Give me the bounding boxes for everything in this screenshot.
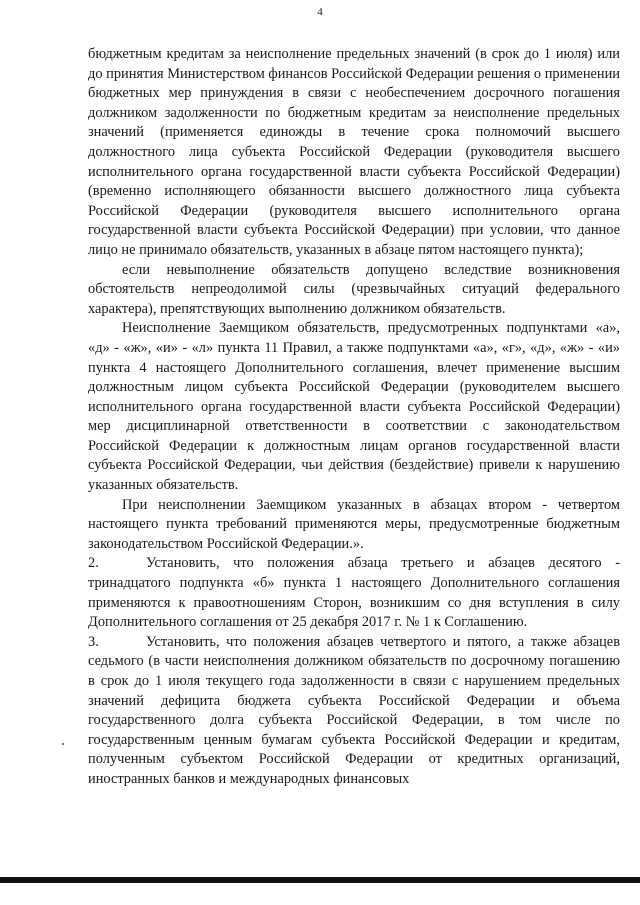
scan-artifact: [62, 743, 64, 745]
paragraph-continuation: бюджетным кредитам за неисполнение предельных значений (в срок до 1 июля) или до принятия Министерством финансов Российской Федерации решения о применении бюджетных мер принуждения в связи с необеспечением досрочного погашения должником задолженности по бюджетным кредитам за неисполнение предельных значений (применяется единожды в течение срока полномочий высшего должностного лица субъекта Российской Федерации (руководителя высшего исполнительного органа государственной власти субъекта Российской Федерации) (временно исполняющего обязанности высшего должностного лица субъекта Российской Федерации (руководителя высшего исполнительного органа государственной власти субъекта Российской Федерации) при условии, что данное лицо не принимало обязательств, указанных в абзаце пятом настоящего пункта);: [88, 46, 621, 258]
scan-edge-bar: [0, 877, 640, 883]
numbered-item-3: [88, 633, 620, 790]
paragraph-non-fulfillment: Неисполнение Заемщиком обязательств, предусмотренных подпунктами «а», «д» - «ж», «и» - «л» пункта 11 Правил, а также подпунктами «а», «г», «д», «ж» - «и» пункта 4 настоящего Дополнительного соглашения, влечет применение высшим должностным лицом субъекта Российской Федерации (руководителем высшего исполнительного органа государственной власти субъекта Российской Федерации) мер дисциплинарной ответственности в соответствии с законодательством Российской Федерации к должностным лицам органов государственной власти субъекта Российской Федерации, чьи действия (бездействие) привели к нарушению указанных обязательств.: [88, 320, 620, 494]
item-number-3: 3.: [88, 633, 99, 650]
document-body: [88, 45, 620, 790]
paragraph-force-majeure: если невыполнение обязательств допущено вследствие возникновения обстоятельств непреодолимой силы (чрезвычайных ситуаций федерального характера), препятствующих выполнению должником обязательств.: [88, 261, 620, 317]
page-number: 4: [317, 6, 323, 18]
item-3-text: Установить, что положения абзацев четвертого и пятого, а также абзацев седьмого (в части неисполнения должником обязательств по досрочному погашению в срок до 1 июля текущего года задолженности в связи с нарушением предельных значений дефицита бюджета субъекта Российской Федерации и объема государственного долга субъекта Российской Федерации, в том числе по государственным ценным бумагам субъекта Российской Федерации и кредитам, полученным субъектом Российской Федерации от кредитных организаций, иностранных банков и международных финансовых: [88, 633, 620, 787]
numbered-item-2: [88, 554, 620, 632]
item-number-2: 2.: [88, 555, 99, 572]
item-2-text: Установить, что положения абзаца третьего и абзацев десятого - тринадцатого подпункта «б» пункта 1 настоящего Дополнительного соглашения применяются к правоотношениям Сторон, возникшим со дня вступления в силу Дополнительного соглашения от 25 декабря 2017 г. № 1 к Соглашению.: [88, 555, 620, 631]
paragraph-measures: При неисполнении Заемщиком указанных в абзацах втором - четвертом настоящего пункта требований применяются меры, предусмотренные бюджетным законодательством Российской Федерации.».: [88, 496, 620, 552]
